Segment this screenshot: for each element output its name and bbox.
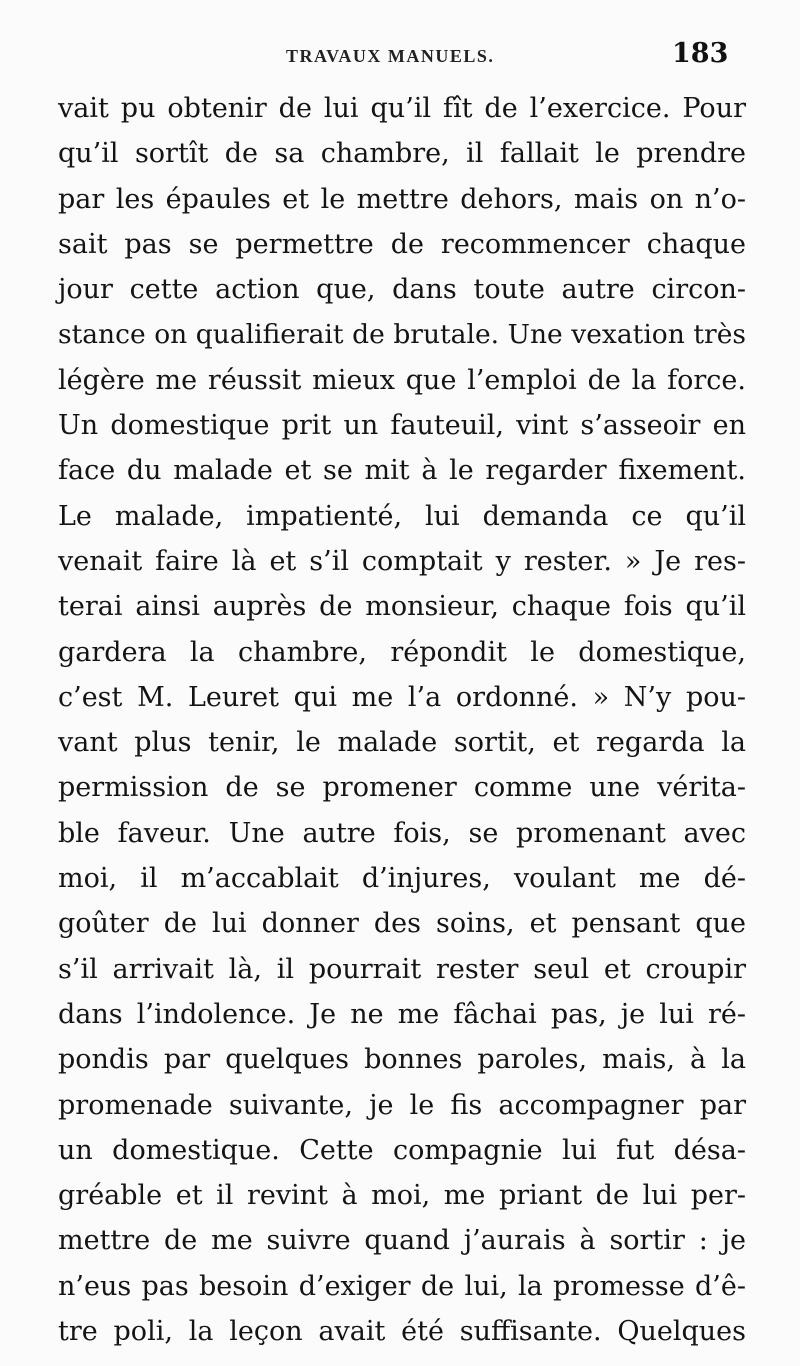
text-line: face du malade et se mit à le regarder fixement. <box>58 455 746 487</box>
text-line: vant plus tenir, le malade sortit, et regarda la <box>58 727 746 759</box>
text-line: vait pu obtenir de lui qu’il fît de l’exercice. Pour <box>58 93 746 124</box>
text-line: promenade suivante, je le fis accompagner par <box>58 1089 746 1121</box>
text-line: c’est M. Leuret qui me l’a ordonné. » N’y pou- <box>58 681 746 713</box>
text-line: ble faveur. Une autre fois, se promenant avec <box>58 817 746 849</box>
text-line: mettre de me suivre quand j’aurais à sortir : je <box>58 1225 746 1257</box>
text-line: un domestique. Cette compagnie lui fut désa- <box>58 1134 746 1166</box>
text-line: dans l’indolence. Je ne me fâchai pas, je lui ré- <box>58 998 746 1030</box>
text-line: tre poli, la leçon avait été suffisante. Quelques <box>58 1316 746 1348</box>
text-line: légère me réussit mieux que l’emploi de la force. <box>58 364 746 396</box>
text-line: moi, il m’accablait d’injures, voulant me dé- <box>58 863 746 895</box>
text-line: sait pas se permettre de recommencer chaque <box>58 228 746 260</box>
body-text <box>58 86 746 1354</box>
running-title: TRAVAUX MANUELS. <box>286 46 495 66</box>
text-line: pondis par quelques bonnes paroles, mais, à la <box>58 1044 746 1076</box>
text-line: n’eus pas besoin d’exiger de lui, la promesse d’ê- <box>58 1270 746 1302</box>
page-number: 183 <box>672 38 729 69</box>
text-line: s’il arrivait là, il pourrait rester seul et croupir <box>58 953 746 985</box>
text-line: stance on qualifierait de brutale. Une vexation très <box>58 319 746 351</box>
text-line: qu’il sortît de sa chambre, il fallait le prendre <box>58 138 746 170</box>
text-line: Le malade, impatienté, lui demanda ce qu’il <box>58 500 746 532</box>
text-line: gréable et il revint à moi, me priant de lui per- <box>58 1180 746 1212</box>
text-line: par les épaules et le mettre dehors, mais on n’o- <box>58 183 746 215</box>
text-line: goûter de lui donner des soins, et pensant que <box>58 908 746 940</box>
text-line: permission de se promener comme une vérita- <box>58 772 746 804</box>
text-line: Un domestique prit un fauteuil, vint s’asseoir en <box>58 410 746 442</box>
text-line: terai ainsi auprès de monsieur, chaque fois qu’il <box>58 591 746 623</box>
text-line: venait faire là et s’il comptait y rester. » Je res- <box>58 545 746 577</box>
running-head <box>0 38 800 78</box>
text-line: jour cette action que, dans toute autre circon- <box>58 274 746 306</box>
text-line: gardera la chambre, répondit le domestique, <box>58 636 746 668</box>
